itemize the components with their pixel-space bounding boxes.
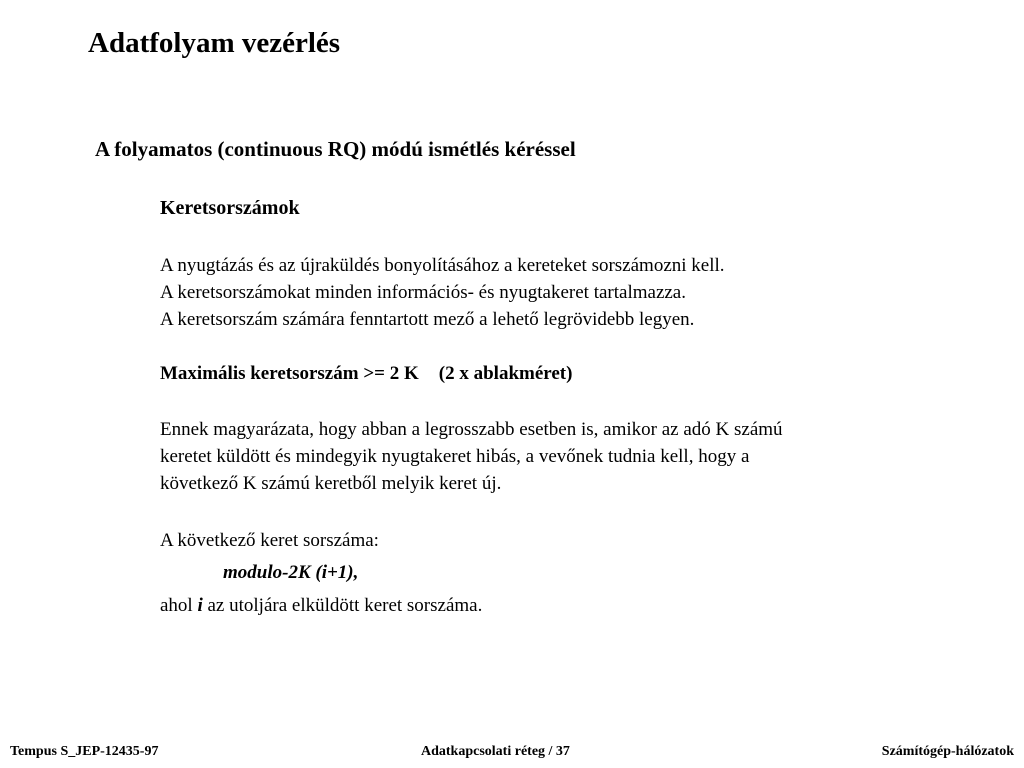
slide-title: Adatfolyam vezérlés: [88, 27, 341, 59]
footer-left: Tempus S_JEP-12435-97: [10, 744, 159, 759]
where-suffix: az utoljára elküldött keret sorszáma.: [202, 595, 483, 616]
section-heading: Keretsorszámok: [160, 197, 300, 219]
slide-subtitle: A folyamatos (continuous RQ) módú ismétlés kéréssel: [95, 137, 576, 161]
formula: modulo-2K (i+1),: [223, 562, 359, 583]
next-frame-label: A következő keret sorszáma:: [160, 530, 379, 551]
max-rule-paren: (2 x ablakméret): [438, 363, 573, 384]
where-variable: i: [197, 595, 203, 616]
where-line: [160, 595, 482, 617]
footer-center: Adatkapcsolati réteg / 37: [421, 744, 570, 759]
paragraph1-line: A keretsorszám számára fenntartott mező a lehető legrövidebb legyen.: [160, 309, 695, 330]
max-rule-text: Maximális keretsorszám >= 2 K: [160, 363, 419, 384]
max-sequence-rule: [160, 363, 572, 385]
paragraph1-line: A nyugtázás és az újraküldés bonyolításához a kereteket sorszámozni kell.: [160, 255, 725, 276]
paragraph2-line: Ennek magyarázata, hogy abban a legrosszabb esetben is, amikor az adó K számú: [160, 419, 783, 440]
paragraph2-line: keretet küldött és mindegyik nyugtakeret hibás, a vevőnek tudnia kell, hogy a: [160, 446, 750, 467]
paragraph1-line: A keretsorszámokat minden információs- és nyugtakeret tartalmazza.: [160, 282, 686, 303]
paragraph2-line: következő K számú keretből melyik keret új.: [160, 473, 502, 494]
footer-right: Számítógép-hálózatok: [881, 744, 1014, 759]
where-prefix: ahol: [160, 595, 198, 616]
